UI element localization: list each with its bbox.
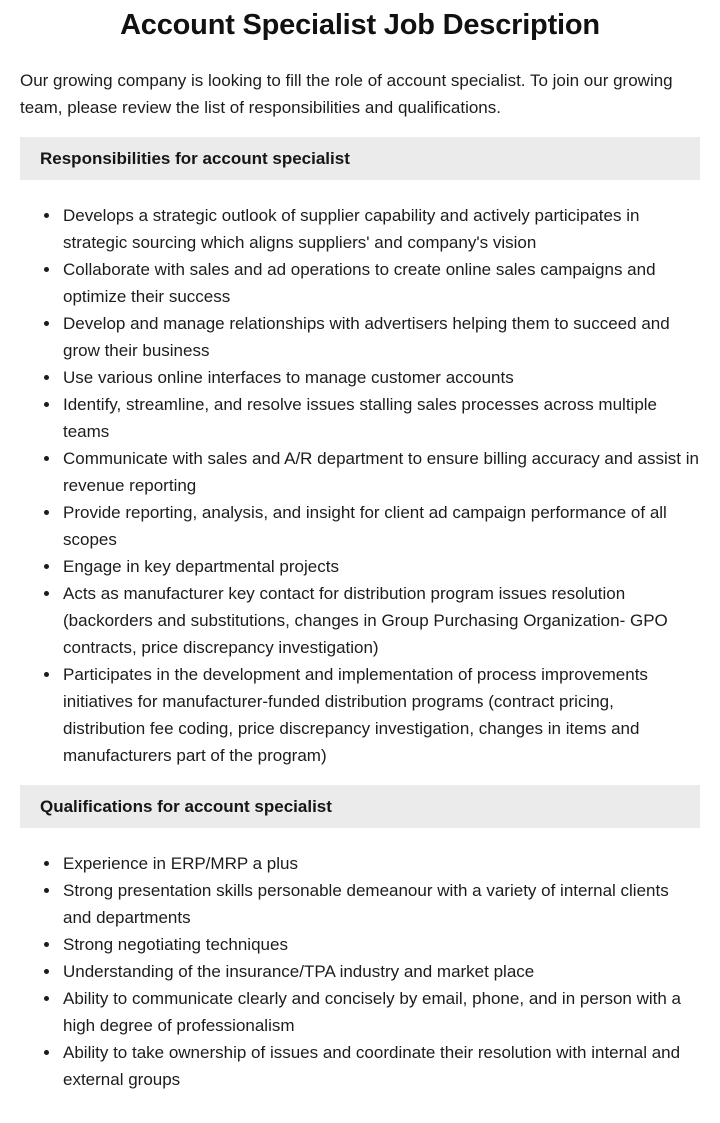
list-item: • Participates in the development and implementation of process improvements initiatives for manufacturer-funded distribution programs (contract pricing, distribution fee coding, price discrepancy investigation, changes in items and manufacturers part of the program) — [61, 661, 700, 769]
list-item: • Develops a strategic outlook of supplier capability and actively participates in strategic sourcing which aligns suppliers' and company's vision — [61, 202, 700, 256]
responsibilities-list — [20, 202, 700, 769]
list-item: • Ability to take ownership of issues and coordinate their resolution with internal and external groups — [61, 1039, 700, 1093]
list-item: • Ability to communicate clearly and concisely by email, phone, and in person with a high degree of professionalism — [61, 985, 700, 1039]
list-item: • Collaborate with sales and ad operations to create online sales campaigns and optimize their success — [61, 256, 700, 310]
list-item: • Use various online interfaces to manage customer accounts — [61, 364, 700, 391]
list-item: • Communicate with sales and A/R department to ensure billing accuracy and assist in revenue reporting — [61, 445, 700, 499]
list-item: • Strong negotiating techniques — [61, 931, 700, 958]
intro-paragraph: Our growing company is looking to fill the role of account specialist. To join our growing team, please review the list of responsibilities and qualifications. — [20, 71, 673, 117]
list-item: • Provide reporting, analysis, and insight for client ad campaign performance of all scopes — [61, 499, 700, 553]
list-item: • Acts as manufacturer key contact for distribution program issues resolution (backorders and substitutions, changes in Group Purchasing Organization- GPO contracts, price discrepancy investigation) — [61, 580, 700, 661]
page-title: Account Specialist Job Description — [120, 9, 600, 41]
list-item: • Understanding of the insurance/TPA industry and market place — [61, 958, 700, 985]
section-qualifications — [20, 785, 700, 1093]
list-item: • Engage in key departmental projects — [61, 553, 700, 580]
list-item: • Identify, streamline, and resolve issues stalling sales processes across multiple teams — [61, 391, 700, 445]
qualifications-list — [20, 850, 700, 1093]
list-item: • Develop and manage relationships with advertisers helping them to succeed and grow their business — [61, 310, 700, 364]
responsibilities-section-header: Responsibilities for account specialist — [20, 137, 700, 180]
section-responsibilities — [20, 137, 700, 769]
list-item: • Strong presentation skills personable demeanour with a variety of internal clients and departments — [61, 877, 700, 931]
list-item: • Experience in ERP/MRP a plus — [61, 850, 700, 877]
qualifications-section-header: Qualifications for account specialist — [20, 785, 700, 828]
